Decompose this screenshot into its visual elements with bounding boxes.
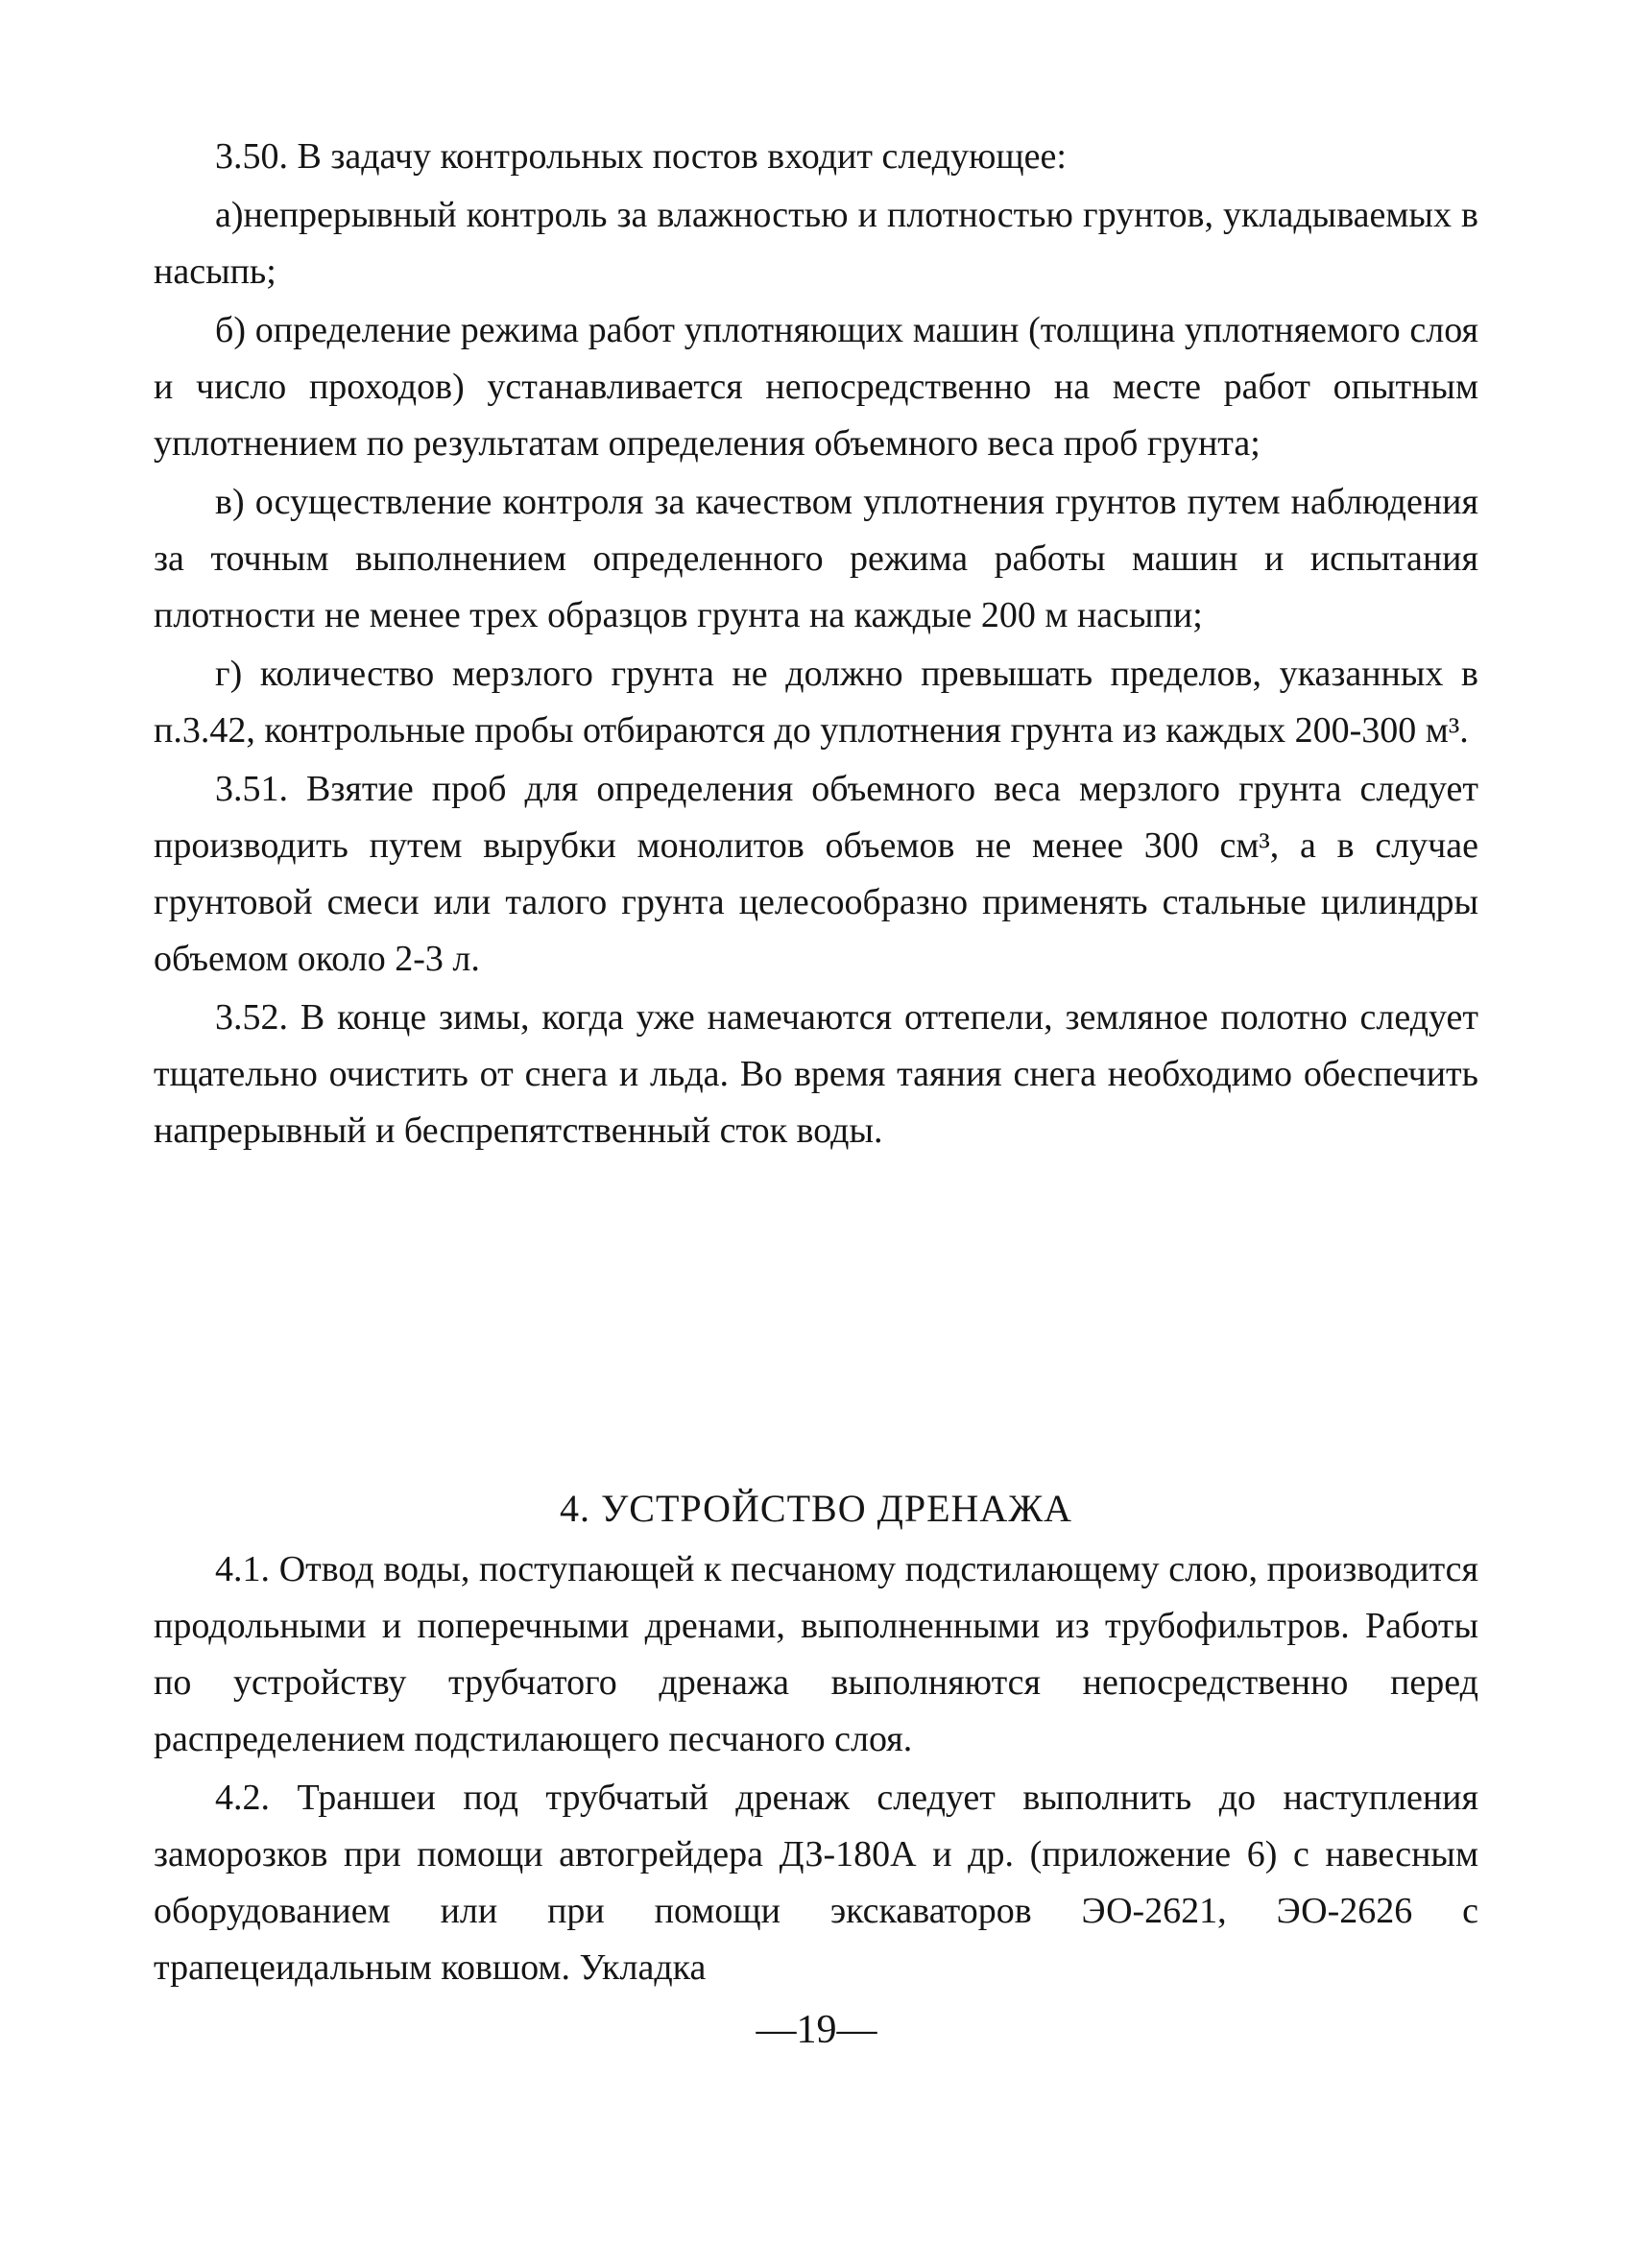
section-4-text [154, 1470, 1478, 1998]
paragraph-3-50-v: в) осуществление контроля за качеством уплотнения грунтов путем наблюдения за точным выполнением определенного режима работы машин и испытания плотности не менее трех образцов грунта на каждые 200 м насыпи; [154, 482, 1478, 635]
paragraph-4-2: 4.2. Траншеи под трубчатый дренаж следует выполнить до наступления заморозков при помощи автогрейдера ДЗ-180А и др. (приложение 6) с навесным оборудованием или при помощи экскаваторов ЭО-2621, ЭО-2626 с трапецеидальным ковшом. Укладка [154, 1778, 1478, 1988]
page-number: —19— [756, 2008, 877, 2052]
section-heading: 4. УСТРОЙСТВО ДРЕНАЖА [559, 1487, 1073, 1530]
paragraph-4-1: 4.1. Отвод воды, поступающей к песчаному подстилающему слою, производится продольными и поперечными дренами, выполненными из трубофильтров. Работы по устройству трубчатого дренажа выполняются непосредственно перед распределением подстилающего песчаного слоя. [154, 1549, 1478, 1759]
paragraph-3-50-b: б) определение режима работ уплотняющих машин (толщина уплотняемого слоя и число проходов) устанавливается непосредственно на месте работ опытным уплотнением по результатам определения объемного веса проб грунта; [154, 310, 1478, 464]
paragraph-3-50-a: а)непрерывный контроль за влажностью и плотностью грунтов, укладываемых в насыпь; [154, 195, 1478, 292]
paragraph-3-51: 3.51. Взятие проб для определения объемного веса мерзлого грунта следует производить путем вырубки монолитов объемов не менее 300 см³, а в случае грунтовой смеси или талого грунта целесообразно применять стальные цилиндры объемом около 2-3 л. [154, 769, 1478, 979]
paragraph-3-52: 3.52. В конце зимы, когда уже намечаются оттепели, земляное полотно следует тщательно очистить от снега и льда. Во время таяния снега необходимо обеспечить напрерывный и беспрепятственный сток воды. [154, 997, 1478, 1151]
paragraph-3-50-g: г) количество мерзлого грунта не должно превышать пределов, указанных в п.3.42, контрольные пробы отбираются до уплотнения грунта из каждых 200-300 м³. [154, 654, 1478, 751]
paragraph-3-50-intro: 3.50. В задачу контрольных постов входит следующее: [215, 136, 1067, 177]
section-3-text [154, 129, 1478, 1161]
